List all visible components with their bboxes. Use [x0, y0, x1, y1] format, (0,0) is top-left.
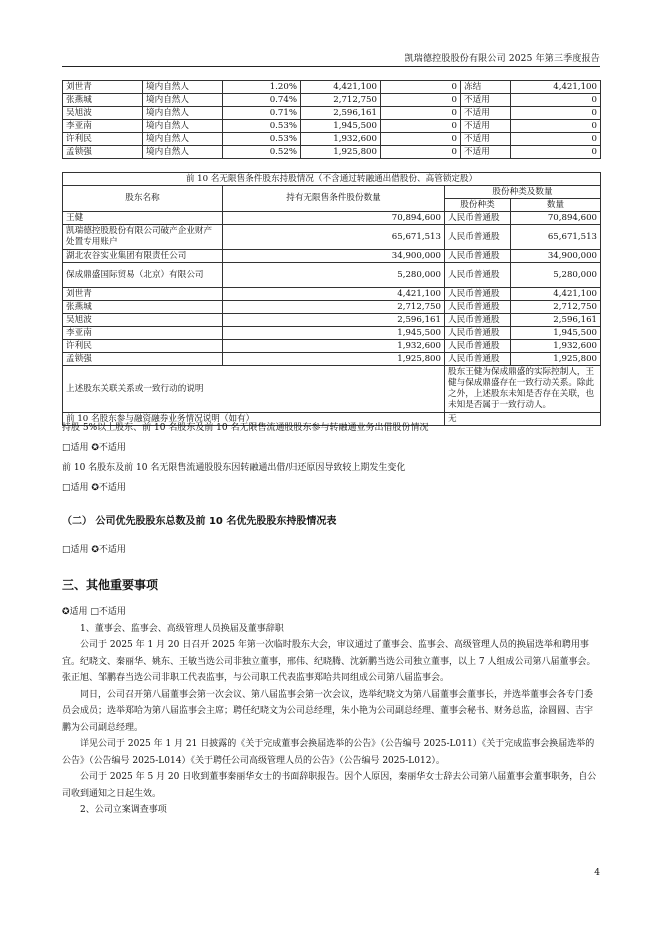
cell-qty: 4,421,100	[223, 288, 445, 301]
cell-name: 许利民	[63, 133, 143, 146]
cell-num: 2,712,750	[511, 301, 601, 314]
cell-num: 2,596,161	[511, 314, 601, 327]
cell-qty: 70,894,600	[223, 212, 445, 225]
table-row	[63, 263, 601, 288]
cell-shares: 2,596,161	[301, 107, 381, 120]
cell-name: 王健	[63, 212, 223, 225]
cell-num: 1,925,800	[511, 353, 601, 366]
change-applicability: □适用 ✪不适用	[62, 483, 126, 493]
cell-status: 不适用	[461, 107, 511, 120]
cell-name: 孟锁强	[63, 353, 223, 366]
col-header-kind-type: 股份种类	[445, 199, 511, 212]
cell-restricted: 0	[381, 94, 461, 107]
table-row	[63, 340, 601, 353]
cell-qty: 0	[511, 146, 601, 159]
cell-qty: 2,596,161	[223, 314, 445, 327]
table-row	[63, 327, 601, 340]
lending-question: 持股 5%以上股东、前 10 名股东及前 10 名无限售流通股股东参与转融通业务出借股份情况	[62, 423, 429, 433]
cell-name: 许利民	[63, 340, 223, 353]
table-row	[63, 288, 601, 301]
cell-qty: 0	[511, 107, 601, 120]
cell-nature: 境内自然人	[143, 146, 223, 159]
cell-pct: 0.52%	[223, 146, 301, 159]
item1-heading: 1、董事会、监事会、高级管理人员换届及董事辞职	[80, 623, 284, 634]
report-header-title: 凯瑞德控股股份有限公司 2025 年第三季度报告	[404, 54, 600, 64]
page-number: 4	[594, 868, 600, 878]
table-row	[63, 107, 601, 120]
item1-paragraph-3: 详见公司于 2025 年 1 月 21 日披露的《关于完成董事会换届选举的公告》（公告编号 2025-L011）《关于完成监事会换届选举的公告》（公告编号 2025-L014）《关于聘任公司高级管理人员的公告》（公告编号 2025-L012）。	[62, 739, 595, 766]
table-row	[63, 120, 601, 133]
cell-name: 湖北农谷实业集团有限责任公司	[63, 250, 223, 263]
table-row	[63, 301, 601, 314]
cell-nature: 境内自然人	[143, 81, 223, 94]
cell-name: 吴旭波	[63, 314, 223, 327]
cell-restricted: 0	[381, 81, 461, 94]
unrestricted-table-title: 前 10 名无限售条件股东持股情况（不含通过转融通出借股份、高管锁定股）	[63, 173, 601, 186]
cell-type: 人民币普通股	[445, 288, 511, 301]
cell-pct: 0.71%	[223, 107, 301, 120]
cell-name: 吴旭波	[63, 107, 143, 120]
cell-type: 人民币普通股	[445, 314, 511, 327]
margin-label: 前 10 名股东参与融资融券业务情况说明（如有）	[63, 413, 445, 426]
col-header-name: 股东名称	[63, 186, 223, 212]
cell-status: 不适用	[461, 120, 511, 133]
table-row	[63, 81, 601, 94]
cell-num: 5,280,000	[511, 263, 601, 288]
cell-num: 34,900,000	[511, 250, 601, 263]
cell-num: 4,421,100	[511, 288, 601, 301]
item1-paragraph-2: 同日，公司召开第八届董事会第一次会议、第八届监事会第一次会议，选举纪晓文为第八届董事会董事长，并选举董事会各专门委员会成员；选举郑哈为第八届监事会主席；聘任纪晓文为公司总经理，朱小艳为公司副总经理、董事会秘书、财务总监，涂圆圆、吉宇鹏为公司副总经理。	[62, 689, 594, 733]
preferred-applicability: □适用 ✪不适用	[62, 545, 126, 555]
cell-pct: 0.53%	[223, 120, 301, 133]
cell-nature: 境内自然人	[143, 120, 223, 133]
cell-num: 65,671,513	[511, 225, 601, 250]
unrestricted-shareholders-table	[62, 172, 601, 426]
cell-qty: 65,671,513	[223, 225, 445, 250]
cell-restricted: 0	[381, 133, 461, 146]
cell-status: 不适用	[461, 133, 511, 146]
table-row	[63, 94, 601, 107]
cell-name: 李亚南	[63, 327, 223, 340]
table-row	[63, 133, 601, 146]
lending-applicability: □适用 ✪不适用	[62, 443, 126, 453]
cell-shares: 2,712,750	[301, 94, 381, 107]
cell-pct: 0.74%	[223, 94, 301, 107]
cell-name: 李亚南	[63, 120, 143, 133]
cell-num: 1,932,600	[511, 340, 601, 353]
cell-qty: 5,280,000	[223, 263, 445, 288]
item1-paragraph-1: 公司于 2025 年 1 月 20 日召开 2025 年第一次临时股东大会，审议通过了董事会、监事会、高级管理人员的换届选举和聘用事宜。纪晓文、秦丽华、姚东、王敏当选公司非独立董事，邢伟、纪晓腾、沈新鹏当选公司独立董事，以上 7 人组成公司第八届董事会。张正旭、邹鹏春当选公司非职工代表监事，与公司职工代表监事郑哈共同组成公司第八届监事会。	[62, 640, 596, 683]
section-other-matters-title: 三、其他重要事项	[62, 578, 159, 592]
cell-type: 人民币普通股	[445, 263, 511, 288]
table-row	[63, 225, 601, 250]
cell-type: 人民币普通股	[445, 353, 511, 366]
margin-text: 无	[445, 413, 601, 426]
cell-type: 人民币普通股	[445, 340, 511, 353]
table-row	[63, 314, 601, 327]
table-row	[63, 353, 601, 366]
cell-qty: 1,925,800	[223, 353, 445, 366]
cell-type: 人民币普通股	[445, 250, 511, 263]
cell-name: 刘世青	[63, 81, 143, 94]
relation-label: 上述股东关联关系或一致行动的说明	[63, 366, 445, 413]
cell-type: 人民币普通股	[445, 225, 511, 250]
cell-qty: 0	[511, 133, 601, 146]
cell-qty: 2,712,750	[223, 301, 445, 314]
relation-text: 股东王健为保成鼎盛的实际控制人，王健与保成鼎盛存在一致行动关系。除此之外，上述股东未知是否存在关联，也未知是否属于一致行动人。	[445, 366, 601, 413]
cell-type: 人民币普通股	[445, 301, 511, 314]
cell-type: 人民币普通股	[445, 212, 511, 225]
cell-restricted: 0	[381, 146, 461, 159]
header-divider	[62, 66, 600, 67]
other-matters-applicability: ✪适用 □不适用	[62, 607, 126, 617]
cell-shares: 4,421,100	[301, 81, 381, 94]
cell-status: 冻结	[461, 81, 511, 94]
col-header-kind-qty: 数量	[511, 199, 601, 212]
cell-name: 张燕城	[63, 94, 143, 107]
cell-qty: 0	[511, 120, 601, 133]
col-header-qty: 持有无限售条件股份数量	[223, 186, 445, 212]
cell-nature: 境内自然人	[143, 94, 223, 107]
cell-restricted: 0	[381, 120, 461, 133]
cell-status: 不适用	[461, 94, 511, 107]
cell-name: 凯瑞德控股股份有限公司破产企业财产处置专用账户	[63, 225, 223, 250]
table-row	[63, 212, 601, 225]
other-matters-body	[62, 604, 600, 819]
cell-shares: 1,945,500	[301, 120, 381, 133]
section-preferred-shares-title: （二） 公司优先股股东总数及前 10 名优先股股东持股情况表	[62, 516, 337, 527]
cell-pct: 0.53%	[223, 133, 301, 146]
change-question: 前 10 名股东及前 10 名无限售流通股股东因转融通出借/归还原因导致较上期发生变化	[62, 463, 406, 473]
cell-num: 1,945,500	[511, 327, 601, 340]
top10-shareholders-table-continued	[62, 80, 601, 159]
cell-pct: 1.20%	[223, 81, 301, 94]
col-header-kind: 股份种类及数量	[445, 186, 601, 199]
cell-name: 张燕城	[63, 301, 223, 314]
cell-nature: 境内自然人	[143, 107, 223, 120]
cell-qty: 1,932,600	[223, 340, 445, 353]
table-row	[63, 250, 601, 263]
cell-shares: 1,932,600	[301, 133, 381, 146]
cell-shares: 1,925,800	[301, 146, 381, 159]
item2-heading: 2、公司立案调查事项	[80, 805, 167, 815]
cell-name: 孟锁强	[63, 146, 143, 159]
cell-name: 刘世青	[63, 288, 223, 301]
cell-num: 70,894,600	[511, 212, 601, 225]
cell-status: 不适用	[461, 146, 511, 159]
cell-qty: 34,900,000	[223, 250, 445, 263]
cell-qty: 0	[511, 94, 601, 107]
cell-qty: 4,421,100	[511, 81, 601, 94]
cell-name: 保成鼎盛国际贸易（北京）有限公司	[63, 263, 223, 288]
cell-qty: 1,945,500	[223, 327, 445, 340]
table-row	[63, 146, 601, 159]
item1-paragraph-4: 公司于 2025 年 5 月 20 日收到董事秦丽华女士的书面辞职报告。因个人原因，秦丽华女士辞去公司第八届董事会董事职务，自公司收到通知之日起生效。	[62, 772, 597, 799]
cell-type: 人民币普通股	[445, 327, 511, 340]
cell-nature: 境内自然人	[143, 133, 223, 146]
cell-restricted: 0	[381, 107, 461, 120]
